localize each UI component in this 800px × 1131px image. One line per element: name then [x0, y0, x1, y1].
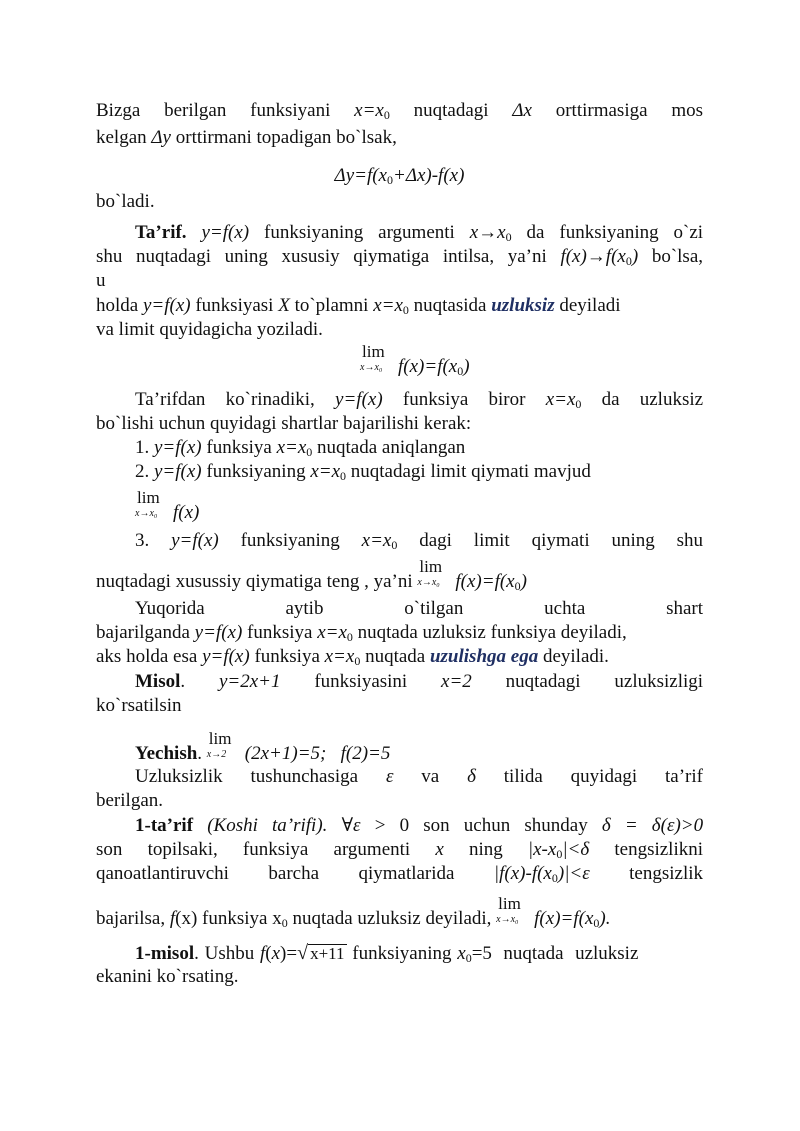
text: uzluksiz [639, 389, 704, 410]
text: x→x₀ [496, 914, 519, 925]
text: lim [498, 894, 521, 913]
subscript: 0 [387, 173, 393, 187]
limit-operator [417, 557, 451, 591]
subscript: 0 [465, 951, 472, 965]
math-text: x=x [361, 530, 392, 551]
solution-title: Yechish [135, 743, 198, 764]
text: uzluksizligi [614, 671, 704, 692]
text: funksiya [242, 839, 309, 860]
math-text: f(x)=f(x [534, 908, 594, 929]
definition-line-2 [96, 245, 703, 269]
cauchy-definition-line-1 [135, 814, 703, 838]
text: bajarilsa, [96, 908, 166, 929]
text: . Ushbu [194, 943, 255, 964]
cauchy-definition-line-2 [96, 838, 703, 862]
text: shu nuqtadagi uning xususiy qiymatiga intilsa, ya’ni [96, 246, 547, 267]
text: to`plamni [294, 295, 369, 316]
text: shunday [524, 815, 588, 836]
text: funksiyaning [352, 943, 452, 964]
subscript: 0 [346, 630, 353, 644]
text: . [180, 671, 186, 692]
text: lim [208, 729, 232, 748]
math-text: y=f(x) [154, 461, 202, 482]
condition-1 [135, 436, 703, 460]
text: dagi [419, 530, 452, 551]
paragraph-intro-line-2 [96, 126, 703, 150]
text: nuqtada uzluksiz deyiladi, [292, 908, 492, 929]
math-text: ). [599, 908, 611, 929]
text: deyiladi. [542, 646, 609, 667]
math-text: δ = δ(ε)>0 [601, 815, 704, 836]
math-text: f(x) [173, 502, 200, 523]
text: lim [362, 342, 385, 361]
text: nuqtada [365, 646, 426, 667]
example-1-line-1 [135, 941, 703, 966]
text: uning [611, 530, 655, 551]
text: (x) funksiya x [175, 908, 282, 929]
subscript: 0 [551, 871, 558, 885]
math-text: ) [520, 571, 527, 592]
math-text: y=f(x) [201, 222, 250, 243]
text: bo`lsa, [651, 246, 704, 267]
text: kelgan [96, 127, 147, 148]
subscript: 0 [556, 847, 563, 861]
text: uchta [544, 598, 586, 619]
text: barcha [268, 863, 320, 884]
limit-formula-1 [360, 342, 560, 379]
subscript: 0 [340, 469, 347, 483]
subscript: 0 [281, 916, 288, 930]
condition-2 [135, 460, 703, 484]
text: Bizga [96, 100, 141, 121]
math-text: y=f(x) [202, 646, 250, 667]
text: shu [676, 530, 704, 551]
text: 0 [399, 815, 410, 836]
text: 1. [135, 437, 150, 458]
example-1-title: 1-misol [135, 943, 195, 964]
text: funksiyasi [195, 295, 274, 316]
text: o`tilgan [404, 598, 464, 619]
limit-operator [496, 894, 530, 928]
limit-formula-2 [135, 488, 703, 525]
text: x→x₀ [135, 508, 158, 519]
definition-line-5: va limit quyidagicha yoziladi. [96, 319, 323, 340]
subscript: 0 [625, 254, 632, 268]
math-text: x→x [469, 222, 506, 243]
subscript: 0 [575, 397, 582, 411]
text: ning [468, 839, 503, 860]
math-text: y=2x+1 [218, 671, 281, 692]
definition-line-3: u [96, 270, 106, 291]
math-text: x=x [545, 389, 576, 410]
text: > [374, 815, 386, 836]
text: tengsizlikni [614, 839, 704, 860]
text: nuqtasida [413, 295, 487, 316]
math-text: f [259, 943, 266, 964]
math: Δx [512, 100, 532, 121]
square-root-icon: √ [297, 942, 309, 964]
limit-operator [135, 488, 169, 522]
subscript: 0 [391, 538, 398, 552]
subscript: 0 [354, 654, 361, 668]
cauchy-definition-line-3 [96, 862, 703, 886]
term-uzulishga-ega: uzulishga ega [429, 646, 539, 667]
radicand: x+11 [310, 944, 345, 963]
text: nuqtadagi limit qiymati mavjud [350, 461, 591, 482]
text: funksiya [402, 389, 469, 410]
math-text: (Koshi ta’rifi). [207, 815, 328, 836]
text: da funksiyaning o`zi [526, 222, 704, 243]
math: Δy [151, 127, 171, 148]
text: mos [671, 100, 703, 121]
math-text: x=x [276, 437, 307, 458]
text: nuqtada [503, 943, 564, 964]
limit-operator [360, 342, 394, 376]
definition-line-1 [135, 221, 703, 245]
cauchy-definition-line-4 [96, 894, 703, 931]
conditions-intro-line-1 [135, 388, 703, 412]
math-text: |<δ [562, 839, 590, 860]
text: qanoatlantiruvchi [96, 863, 229, 884]
example-line-2: ko`rsatilsin [96, 695, 182, 716]
formula-delta-y [96, 164, 703, 188]
math-text: x=2 [441, 671, 472, 692]
text: orttirmani topadigan bo`lsak, [175, 127, 397, 148]
text: funksiyaning argumenti [264, 222, 455, 243]
text: quyidagi [570, 766, 638, 787]
text: ko`rinadiki, [225, 389, 315, 410]
math-text: |x-x [527, 839, 557, 860]
text: Ta’rifdan [135, 389, 206, 410]
text: Yuqorida [135, 598, 205, 619]
text: qiymati [531, 530, 590, 551]
text: berilgan [164, 100, 227, 121]
text: tushunchasiga [250, 766, 359, 787]
math-text: ) [631, 246, 639, 267]
text: aytib [285, 598, 324, 619]
text: ( [265, 943, 272, 964]
text: funksiya [247, 622, 313, 643]
example-title: Misol [135, 671, 181, 692]
math-text: Δy=f(x [334, 165, 387, 186]
text: aks holda esa [96, 646, 198, 667]
solution-line [135, 729, 703, 766]
text: nuqtada aniqlangan [317, 437, 466, 458]
math-text: y=f(x) [171, 530, 219, 551]
text: tilida [503, 766, 543, 787]
text: tengsizlik [629, 863, 704, 884]
math-text: (2x+1)=5; f(2)=5 [244, 743, 391, 764]
text: da [601, 389, 620, 410]
text: funksiyani [250, 100, 331, 121]
math-text: x=x [324, 646, 355, 667]
math-text: x [457, 943, 466, 964]
math-text: y=f(x) [335, 389, 383, 410]
text: )= [280, 943, 298, 964]
text: x→x₀ [417, 577, 440, 588]
text: lim [419, 557, 443, 576]
definition-title: Ta’rif. [135, 222, 187, 243]
text: argumenti [333, 839, 411, 860]
condition-3-line-1 [135, 529, 703, 553]
math-text: f [169, 908, 176, 929]
subscript: 0 [402, 303, 409, 317]
text: Uzluksizlik [135, 766, 223, 787]
summary-line-3 [96, 645, 703, 669]
example-line-1 [135, 670, 703, 694]
summary-line-1 [135, 597, 703, 621]
math-text: ε [385, 766, 394, 787]
text: holda [96, 295, 139, 316]
math-text: ) [463, 356, 470, 377]
conditions-intro-line-2: bo`lishi uchun quyidagi shartlar bajarilishi kerak: [96, 413, 472, 434]
math-text: x [271, 943, 281, 964]
text: va [421, 766, 440, 787]
cauchy-title: 1-ta’rif [135, 815, 194, 836]
text: funksiyasini [314, 671, 408, 692]
math-text: )|<ε [557, 863, 590, 884]
text: =5 [471, 943, 492, 964]
text: nuqtadagi [505, 671, 581, 692]
text: x→x₀ [360, 362, 383, 373]
math-text: x [435, 839, 444, 860]
text: uzluksiz [575, 943, 639, 964]
subscript: 0 [383, 108, 390, 122]
condition-3-line-2 [96, 557, 703, 594]
boladi-text: bo`ladi. [96, 191, 155, 212]
text: funksiyaning [240, 530, 340, 551]
text: deyiladi [559, 295, 621, 316]
math-text: y=f(x) [142, 295, 191, 316]
text: topilsaki, [147, 839, 218, 860]
text: son [423, 815, 450, 836]
epsilon-delta-line-1 [135, 765, 703, 789]
math-text: f(x)→f(x [560, 246, 626, 267]
paragraph-intro-line-1 [96, 99, 703, 123]
math-text: +Δx)-f(x) [393, 165, 465, 186]
subscript: 0 [514, 579, 521, 593]
math-text: X [278, 295, 290, 316]
text: bajarilganda [96, 622, 190, 643]
term-uzluksiz: uzluksiz [491, 295, 555, 316]
text: nuqtadagi xusussiy qiymatiga teng , ya’ni [96, 571, 413, 592]
text: lim [137, 488, 160, 507]
text: orttirmasiga [555, 100, 648, 121]
math-text: f(x)=f(x [455, 571, 515, 592]
subscript: 0 [457, 364, 464, 378]
math-text: δ [467, 766, 476, 787]
text: ta’rif [665, 766, 703, 787]
text: shart [666, 598, 704, 619]
summary-line-2 [96, 621, 703, 645]
text: 2. [135, 461, 150, 482]
text: uchun [463, 815, 511, 836]
text: son [96, 839, 123, 860]
math-text: y=f(x) [194, 622, 243, 643]
math-text: ∀ε [341, 815, 361, 836]
math-text: x=x [310, 461, 341, 482]
text: x→2 [206, 749, 227, 760]
math-text: x=x [373, 295, 403, 316]
limit-operator [206, 729, 241, 763]
subscript: 0 [306, 445, 313, 459]
text: biror [488, 389, 526, 410]
definition-line-4 [96, 294, 703, 318]
text: funksiya [254, 646, 320, 667]
text: funksiya [206, 437, 272, 458]
text: nuqtada uzluksiz funksiya deyiladi, [357, 622, 627, 643]
text: funksiyaning [206, 461, 306, 482]
text: limit [473, 530, 510, 551]
math-text: |f(x)-f(x [493, 863, 552, 884]
math-text: x=x [317, 622, 347, 643]
math-text: y=f(x) [154, 437, 202, 458]
math-text: f(x)=f(x [398, 356, 458, 377]
subscript: 0 [505, 230, 512, 244]
example-1-line-2: ekanini ko`rsating. [96, 966, 239, 987]
text: 3. [135, 530, 150, 551]
math: x=x [354, 100, 384, 121]
text: qiymatlarida [358, 863, 455, 884]
text: nuqtadagi [413, 100, 489, 121]
subscript: 0 [593, 916, 600, 930]
epsilon-delta-line-2: berilgan. [96, 790, 164, 811]
text: . [197, 743, 203, 764]
